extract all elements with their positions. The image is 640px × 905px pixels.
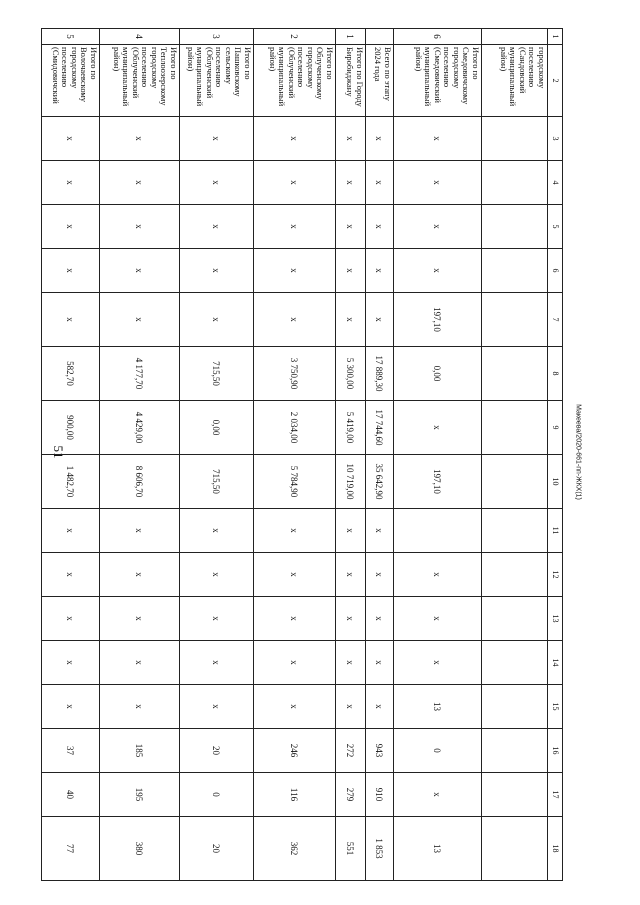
table-cell	[482, 729, 548, 773]
table-cell: x	[180, 509, 254, 553]
table-cell: 2	[254, 29, 336, 45]
table-cell: x	[254, 553, 336, 597]
table-cell: 0	[180, 773, 254, 817]
page-number: 51	[51, 445, 66, 459]
header-cell: 1	[548, 29, 563, 45]
table-cell: x	[394, 117, 482, 161]
table-cell: 13	[394, 817, 482, 881]
table-cell: x	[100, 293, 180, 347]
table-cell	[482, 117, 548, 161]
table-cell: x	[100, 641, 180, 685]
table-cell: 8 606,70	[100, 455, 180, 509]
table-cell: x	[100, 161, 180, 205]
table-cell: x	[394, 773, 482, 817]
row-label-cell: Итого по Облученскому городскому поселению (Облученский муниципальный район)	[254, 45, 336, 117]
table-cell: 185	[100, 729, 180, 773]
table-cell: 20	[180, 817, 254, 881]
table-cell	[482, 401, 548, 455]
table-cell: x	[366, 597, 394, 641]
document-code: Макеева/2020-661-пп-ЖКХ(1)	[574, 404, 582, 500]
table-cell: x	[366, 249, 394, 293]
table-cell: x	[100, 509, 180, 553]
row-label-cell: Итого по Волочаевскому городскому поселению (Смидовичский	[42, 45, 100, 117]
table-cell: x	[180, 117, 254, 161]
table-cell: x	[366, 685, 394, 729]
table-cell: x	[254, 205, 336, 249]
table-cell: x	[336, 249, 366, 293]
table-cell: 900,00	[42, 401, 100, 455]
row-label-cell: Итого по Смедовичскому городскому поселению (Смедовичский муниципальный район)	[394, 45, 482, 117]
table-cell: 10 719,00	[336, 455, 366, 509]
table-cell: 4 177,70	[100, 347, 180, 401]
table-cell	[482, 509, 548, 553]
table-cell: x	[100, 597, 180, 641]
table-cell: x	[366, 161, 394, 205]
table-cell: 1 853	[366, 817, 394, 881]
header-cell: 15	[548, 685, 563, 729]
table-cell: 4 429,00	[100, 401, 180, 455]
table-cell	[482, 161, 548, 205]
header-cell: 8	[548, 347, 563, 401]
table-cell	[482, 347, 548, 401]
table-cell: x	[254, 509, 336, 553]
table-cell: x	[42, 117, 100, 161]
table-cell: x	[394, 597, 482, 641]
table-cell: 195	[100, 773, 180, 817]
table-cell: x	[42, 553, 100, 597]
table-cell	[482, 293, 548, 347]
table-cell: 4	[100, 29, 180, 45]
table-cell: x	[366, 293, 394, 347]
table-cell: x	[42, 249, 100, 293]
table-cell: x	[394, 205, 482, 249]
table-cell: x	[336, 597, 366, 641]
table-cell: 943	[366, 729, 394, 773]
table-cell: x	[180, 249, 254, 293]
table-cell: x	[180, 293, 254, 347]
table-cell: 197,10	[394, 293, 482, 347]
table-cell	[482, 597, 548, 641]
table-row	[180, 29, 254, 881]
table-cell: 2 034,00	[254, 401, 336, 455]
table-cell: x	[180, 553, 254, 597]
table-cell	[482, 205, 548, 249]
table-cell: x	[394, 641, 482, 685]
table-cell: x	[42, 641, 100, 685]
row-label-cell: городскому поселению (Сандовский муниципальный район)	[482, 45, 548, 117]
table-cell: 246	[254, 729, 336, 773]
table-cell: x	[100, 553, 180, 597]
table-cell: 77	[42, 817, 100, 881]
header-cell: 4	[548, 161, 563, 205]
header-cell: 10	[548, 455, 563, 509]
table-cell: x	[100, 117, 180, 161]
table-cell: 362	[254, 817, 336, 881]
table-cell: x	[394, 553, 482, 597]
table-cell: 0,00	[180, 401, 254, 455]
table-cell: 5 784,90	[254, 455, 336, 509]
table-cell: 715,50	[180, 347, 254, 401]
header-cell: 16	[548, 729, 563, 773]
table-cell: x	[336, 641, 366, 685]
table-cell	[394, 509, 482, 553]
table-cell: 35 642,90	[366, 455, 394, 509]
table-cell: x	[366, 641, 394, 685]
table-cell: x	[336, 117, 366, 161]
table-cell: x	[42, 685, 100, 729]
table-cell: 37	[42, 729, 100, 773]
data-table	[41, 28, 563, 881]
table-cell: 582,70	[42, 347, 100, 401]
table-cell: x	[254, 685, 336, 729]
table-cell: x	[336, 685, 366, 729]
table-row	[254, 29, 336, 881]
header-cell: 3	[548, 117, 563, 161]
header-cell: 13	[548, 597, 563, 641]
header-cell: 6	[548, 249, 563, 293]
table-cell: 551	[336, 817, 366, 881]
table-cell: 17 889,30	[366, 347, 394, 401]
table-row	[394, 29, 482, 881]
header-cell: 14	[548, 641, 563, 685]
table-cell	[482, 641, 548, 685]
table-body	[42, 29, 563, 881]
rotated-table-area	[51, 28, 563, 880]
header-cell: 11	[548, 509, 563, 553]
table-cell: x	[180, 205, 254, 249]
table-cell: 5 300,00	[336, 347, 366, 401]
table-cell	[482, 553, 548, 597]
table-header-row	[548, 29, 563, 881]
table-cell: 116	[254, 773, 336, 817]
table-cell: 1	[336, 29, 366, 45]
table-cell: 380	[100, 817, 180, 881]
table-cell: x	[100, 205, 180, 249]
table-cell: x	[336, 205, 366, 249]
table-cell: 13	[394, 685, 482, 729]
table-cell: x	[336, 509, 366, 553]
table-cell: x	[336, 161, 366, 205]
table-cell: x	[394, 161, 482, 205]
table-cell: x	[254, 293, 336, 347]
table-cell	[482, 29, 548, 45]
table-cell: 3	[180, 29, 254, 45]
table-cell: 0,00	[394, 347, 482, 401]
table-cell: 5	[42, 29, 100, 45]
table-cell: x	[366, 205, 394, 249]
header-cell: 12	[548, 553, 563, 597]
table-cell: x	[42, 293, 100, 347]
table-cell: x	[42, 509, 100, 553]
table-cell: x	[366, 509, 394, 553]
table-cell: 1 482,70	[42, 455, 100, 509]
table-cell: x	[180, 597, 254, 641]
row-label-cell: Итого по Пашковскому сельскому поселению (Облученский муниципальный район)	[180, 45, 254, 117]
header-cell: 2	[548, 45, 563, 117]
table-cell: x	[366, 117, 394, 161]
table-cell: 197,10	[394, 455, 482, 509]
rotated-table-canvas	[51, 28, 563, 880]
table-cell: 910	[366, 773, 394, 817]
table-row	[482, 29, 548, 881]
table-cell: 279	[336, 773, 366, 817]
table-cell: x	[254, 161, 336, 205]
table-cell: x	[180, 685, 254, 729]
table-cell: 6	[394, 29, 482, 45]
table-cell	[482, 455, 548, 509]
table-cell: x	[394, 401, 482, 455]
table-cell: 715,50	[180, 455, 254, 509]
table-cell: x	[254, 597, 336, 641]
table-cell: 40	[42, 773, 100, 817]
table-cell: 17 744,60	[366, 401, 394, 455]
header-cell: 9	[548, 401, 563, 455]
row-label-cell: Итого по Городу Биробиджану	[336, 45, 366, 117]
table-row	[366, 29, 394, 881]
table-cell: 272	[336, 729, 366, 773]
table-row	[336, 29, 366, 881]
table-cell: x	[254, 641, 336, 685]
table-cell: x	[336, 293, 366, 347]
row-label-cell: Всего по этапу 2024 года	[366, 45, 394, 117]
table-cell: x	[42, 161, 100, 205]
table-cell: 20	[180, 729, 254, 773]
header-cell: 18	[548, 817, 563, 881]
table-cell: x	[254, 117, 336, 161]
table-cell	[482, 773, 548, 817]
table-cell: x	[100, 685, 180, 729]
table-cell: x	[394, 249, 482, 293]
table-cell: x	[180, 641, 254, 685]
header-cell: 7	[548, 293, 563, 347]
header-cell: 5	[548, 205, 563, 249]
table-cell	[482, 685, 548, 729]
table-cell	[482, 249, 548, 293]
table-cell: x	[180, 161, 254, 205]
table-cell: x	[366, 553, 394, 597]
table-cell: 5 419,00	[336, 401, 366, 455]
table-cell: x	[254, 249, 336, 293]
table-cell: x	[42, 205, 100, 249]
table-cell: x	[42, 597, 100, 641]
table-cell: x	[336, 553, 366, 597]
table-cell: 3 750,90	[254, 347, 336, 401]
table-cell: 0	[394, 729, 482, 773]
table-row	[42, 29, 100, 881]
table-cell: x	[100, 249, 180, 293]
table-cell	[482, 817, 548, 881]
header-cell: 17	[548, 773, 563, 817]
row-label-cell: Итого по Теплоозерскому городскому поселению (Облученский муниципальный район)	[100, 45, 180, 117]
table-cell	[366, 29, 394, 45]
table-row	[100, 29, 180, 881]
